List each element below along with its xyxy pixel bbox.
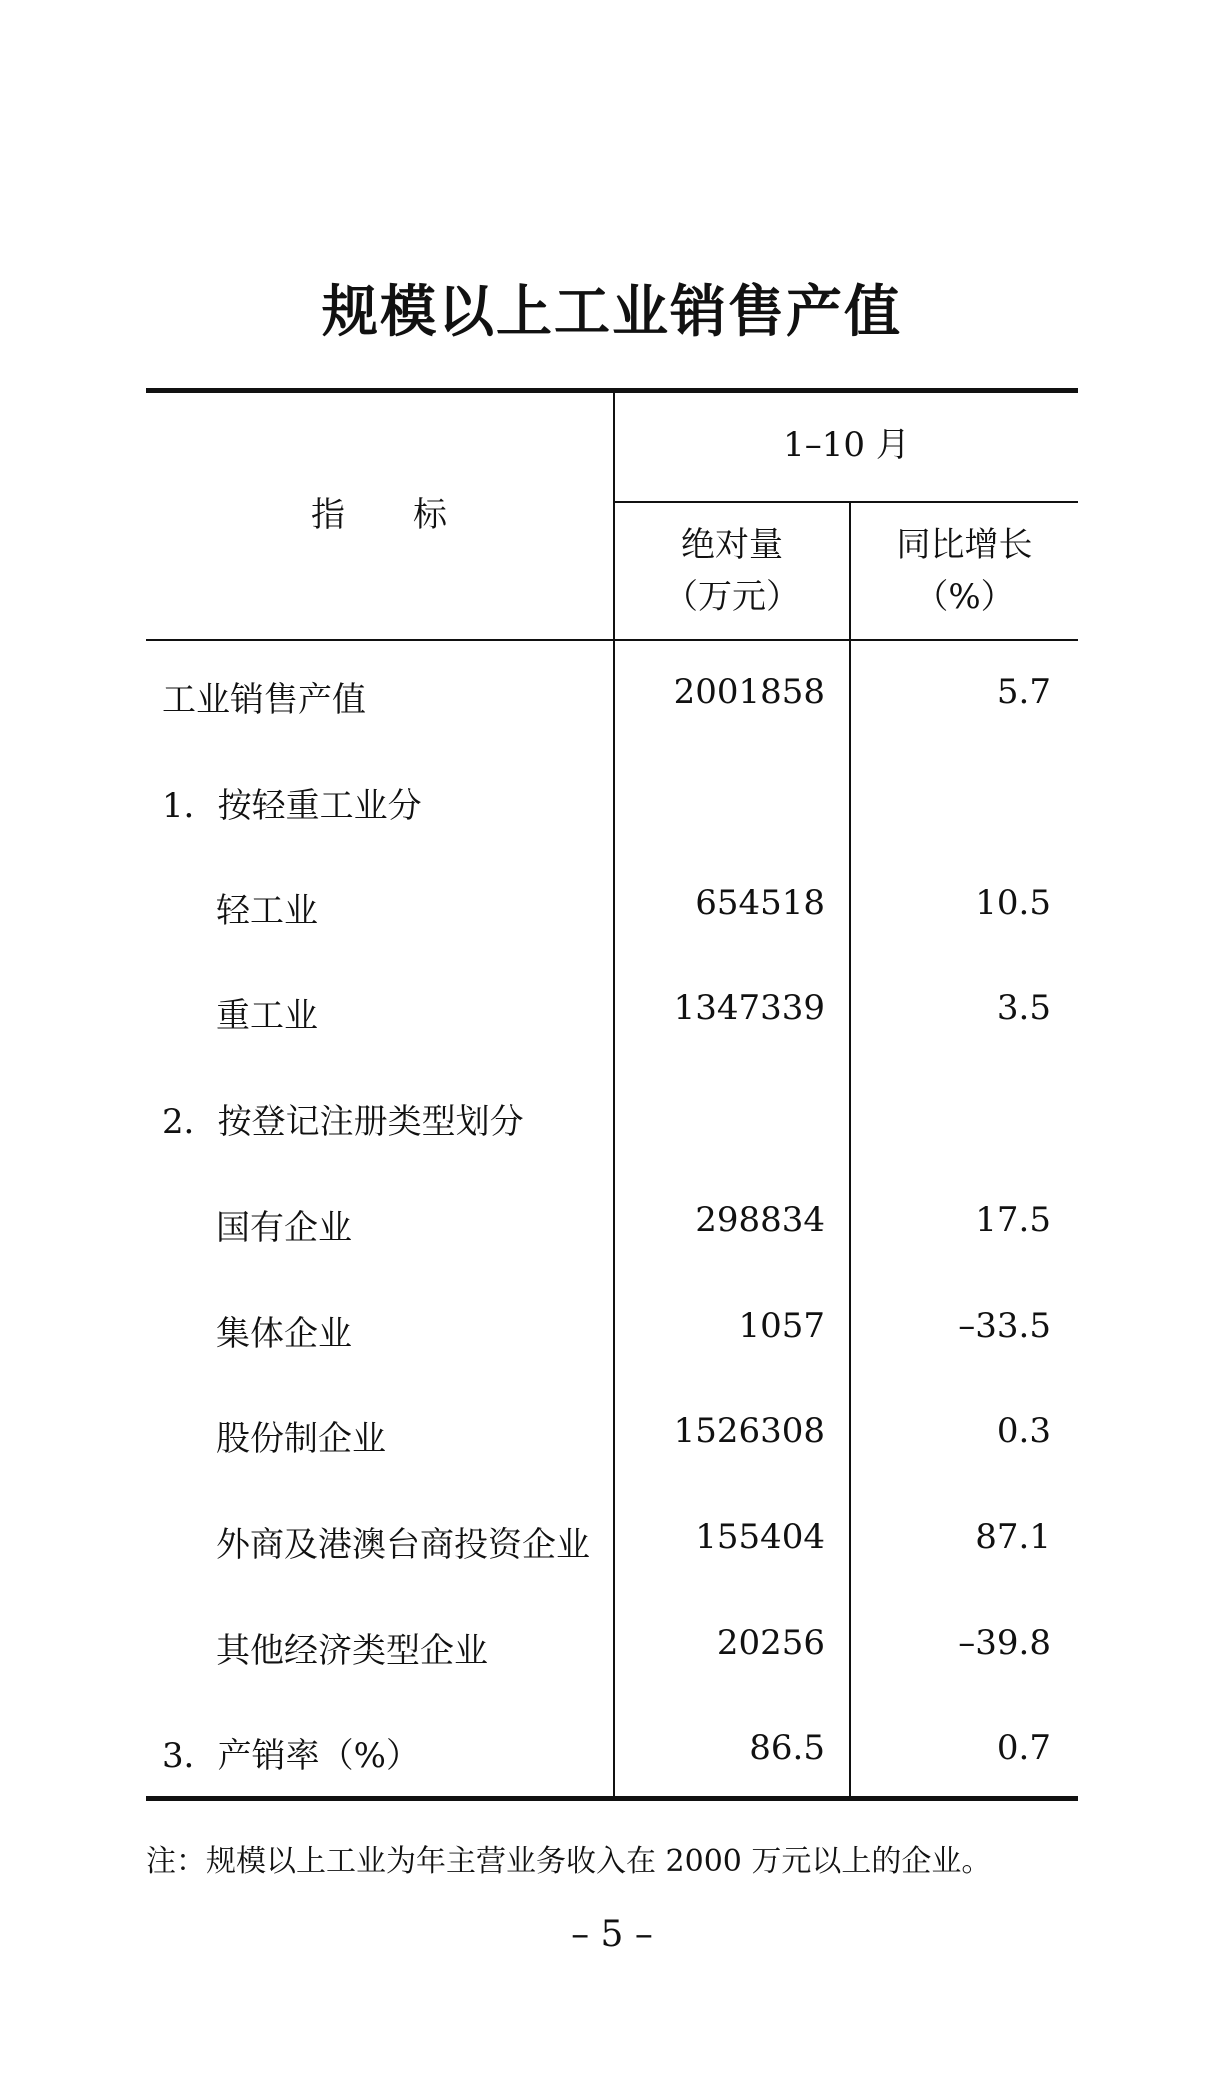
growth-unit: （%） (914, 577, 1015, 617)
row-growth-foreign-funded: 87.1 (975, 1517, 1051, 1557)
row-abs-state-owned: 298834 (695, 1200, 825, 1240)
row-growth-state-owned: 17.5 (975, 1200, 1051, 1240)
row-abs-light-industry: 654518 (695, 883, 825, 923)
data-table (146, 388, 1078, 1806)
period-header: 1–10 月 (783, 425, 910, 465)
absolute-value-header: 绝对量 (681, 525, 783, 565)
row-abs-foreign-funded: 155404 (695, 1517, 825, 1557)
indicator-header: 指 标 (311, 495, 447, 535)
period-divider (614, 501, 1078, 503)
row-growth-light-industry: 10.5 (975, 883, 1051, 923)
row-growth-heavy-industry: 3.5 (996, 988, 1051, 1028)
row-label-light-industry: 轻工业 (216, 891, 318, 931)
row-abs-total: 2001858 (673, 672, 825, 712)
row-growth-other-types: –39.8 (958, 1623, 1051, 1663)
growth-header: 同比增长 (896, 525, 1033, 565)
row-label-sales-rate: 3．产销率（%） (162, 1736, 420, 1776)
row-label-heavy-industry: 重工业 (216, 996, 318, 1036)
row-label-other-types: 其他经济类型企业 (216, 1631, 488, 1671)
row-growth-collective: –33.5 (958, 1306, 1051, 1346)
top-rule (146, 388, 1078, 393)
row-abs-joint-stock: 1526308 (673, 1411, 825, 1451)
header-bottom-rule (146, 639, 1078, 641)
row-abs-collective: 1057 (738, 1306, 825, 1346)
row-label-section-1: 1．按轻重工业分 (162, 786, 422, 826)
row-label-total: 工业销售产值 (162, 680, 366, 720)
row-label-foreign-funded: 外商及港澳台商投资企业 (216, 1525, 590, 1565)
page-number: – 5 – (571, 1914, 653, 1955)
row-growth-joint-stock: 0.3 (996, 1411, 1051, 1451)
row-label-collective: 集体企业 (216, 1314, 352, 1354)
bottom-rule (146, 1796, 1078, 1801)
row-label-joint-stock: 股份制企业 (216, 1419, 386, 1459)
row-abs-sales-rate: 86.5 (749, 1728, 825, 1768)
absolute-value-unit: （万元） (664, 577, 800, 617)
row-abs-heavy-industry: 1347339 (673, 988, 825, 1028)
row-label-state-owned: 国有企业 (216, 1208, 352, 1248)
row-growth-total: 5.7 (996, 672, 1051, 712)
row-label-section-2: 2．按登记注册类型划分 (162, 1102, 524, 1142)
row-abs-other-types: 20256 (716, 1623, 825, 1663)
footnote: 注：规模以上工业为年主营业务收入在 2000 万元以上的企业。 (146, 1844, 992, 1879)
row-growth-sales-rate: 0.7 (996, 1728, 1051, 1768)
page-title: 规模以上工业销售产值 (322, 280, 902, 345)
